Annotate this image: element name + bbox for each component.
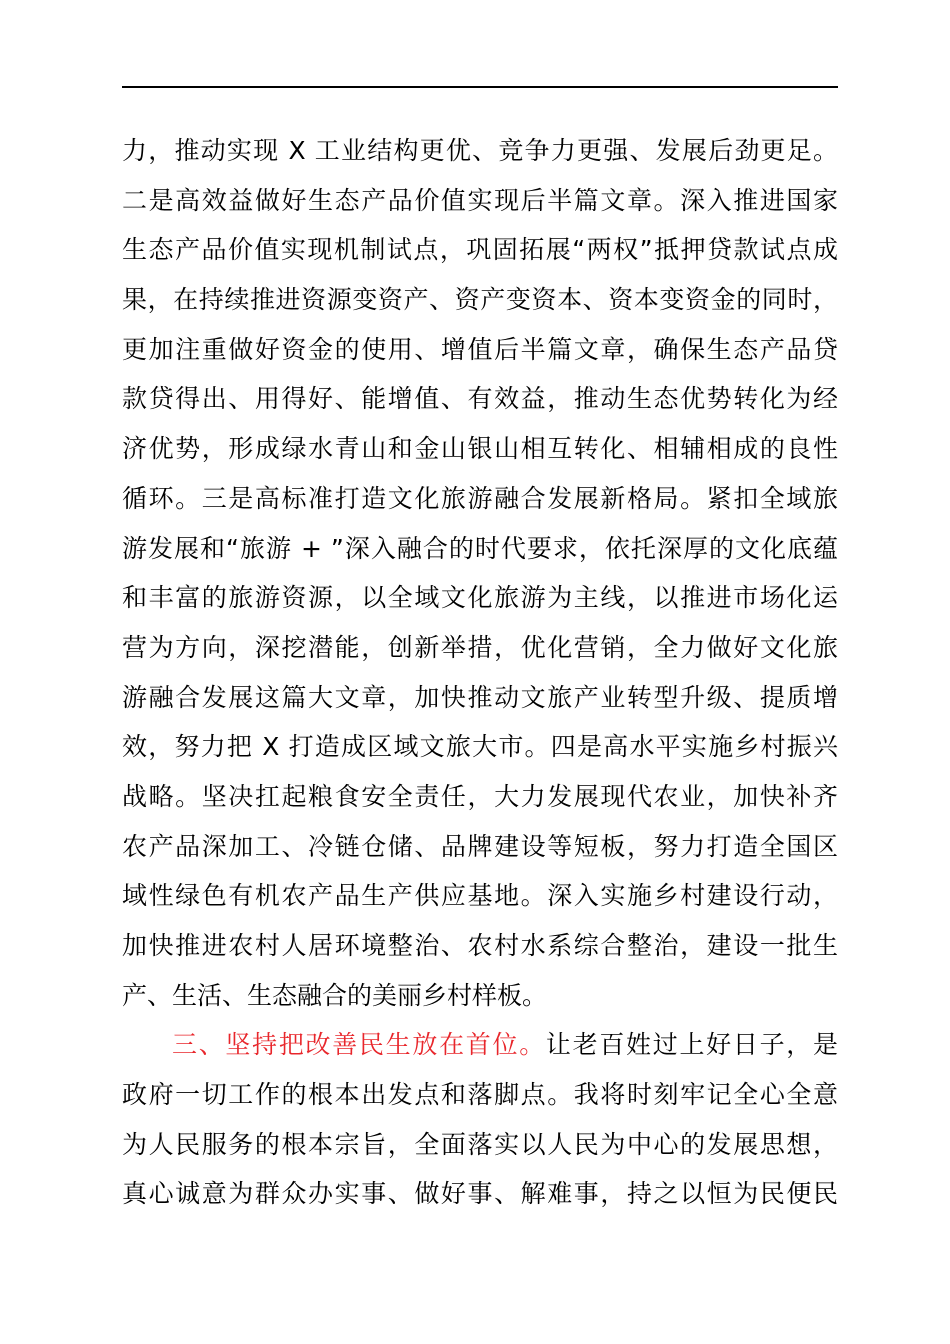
header-rule [122, 86, 838, 88]
text-line: 产、生活、生态融合的美丽乡村样板。 [122, 980, 548, 1010]
text-line: 域性绿色有机农产品生产供应基地。深入实施乡村建设行动， [122, 881, 838, 911]
paragraph-2 [122, 1020, 838, 1219]
text-line: 真心诚意为群众办实事、做好事、解难事，持之以恒为民便民 [122, 1179, 838, 1209]
text-line: 款贷得出、用得好、能增值、有效益，推动生态优势转化为经 [122, 384, 838, 414]
text-line: 力，推动实现 X 工业结构更优、竞争力更强、发展后劲更足。 [122, 136, 838, 165]
text-line: 战略。坚决扛起粮食安全责任，大力发展现代农业，加快补齐 [122, 781, 838, 811]
text-line: 济优势，形成绿水青山和金山银山相互转化、相辅相成的良性 [122, 434, 838, 464]
text-line: 效，努力把 X 打造成区域文旅大市。四是高水平实施乡村振兴 [122, 732, 838, 762]
text-line: 政府一切工作的根本出发点和落脚点。我将时刻牢记全心全意 [122, 1080, 838, 1110]
text-line: 游融合发展这篇大文章，加快推动文旅产业转型升级、提质增 [122, 682, 838, 712]
text-line: 游发展和“旅游 + ”深入融合的时代要求，依托深厚的文化底蕴 [122, 533, 838, 563]
text-line [122, 1020, 838, 1070]
document-body [122, 126, 838, 1219]
section-heading: 三、坚持把改善民生放在首位。 [172, 1030, 546, 1060]
text-line: 循环。三是高标准打造文化旅游融合发展新格局。紧扣全域旅 [122, 483, 838, 513]
text-line: 生态产品价值实现机制试点，巩固拓展“两权”抵押贷款试点成 [122, 235, 838, 265]
text-line: 为人民服务的根本宗旨，全面落实以人民为中心的发展思想， [122, 1129, 838, 1159]
text-line: 二是高效益做好生态产品价值实现后半篇文章。深入推进国家 [122, 185, 838, 215]
text-line: 更加注重做好资金的使用、增值后半篇文章，确保生态产品贷 [122, 334, 838, 364]
heading-line-rest: 让老百姓过上好日子，是 [545, 1030, 838, 1060]
text-line: 农产品深加工、冷链仓储、品牌建设等短板，努力打造全国区 [122, 831, 838, 861]
text-line: 和丰富的旅游资源，以全域文化旅游为主线，以推进市场化运 [122, 583, 838, 613]
paragraph-1 [122, 126, 838, 1020]
text-line: 营为方向，深挖潜能，创新举措，优化营销，全力做好文化旅 [122, 632, 838, 662]
text-line: 果，在持续推进资源变资产、资产变资本、资本变资金的同时， [122, 285, 838, 315]
text-line: 加快推进农村人居环境整治、农村水系综合整治，建设一批生 [122, 931, 838, 960]
